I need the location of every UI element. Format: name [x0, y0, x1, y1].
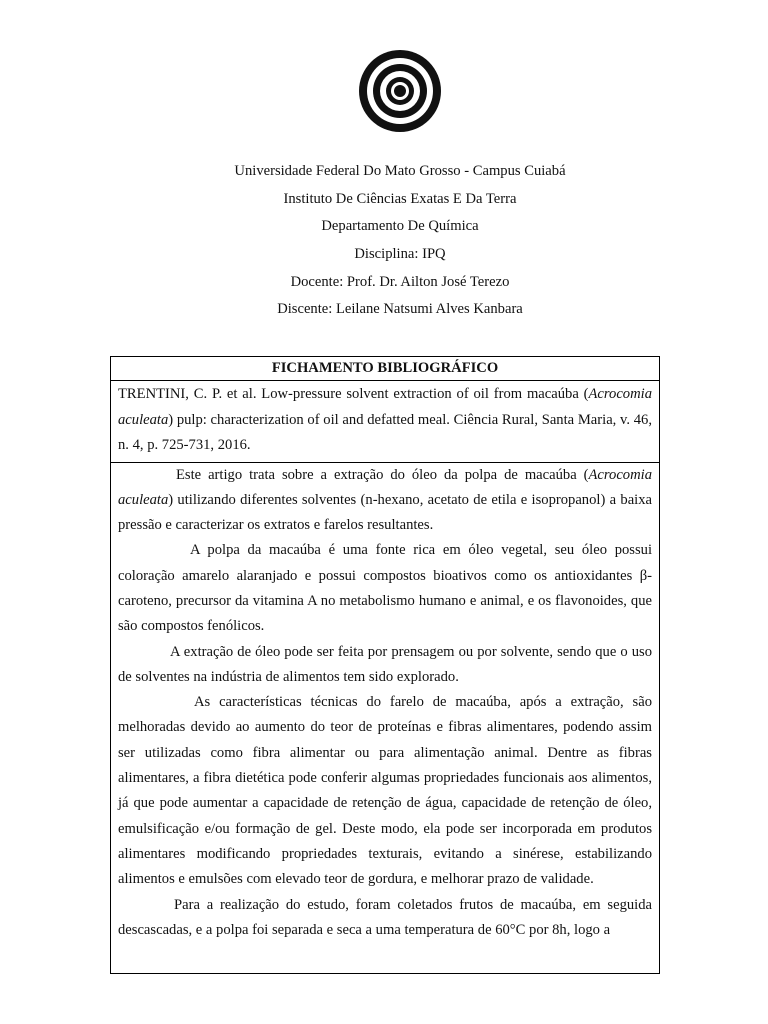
document-header: [0, 160, 768, 326]
university-name: Universidade Federal Do Mato Grosso - Campus Cuiabá: [234, 163, 566, 179]
discipline: Disciplina: IPQ: [354, 246, 446, 263]
bibliographic-sheet-table: [110, 356, 660, 974]
paragraph-4: As características técnicas do farelo de macaúba, após a extração, são melhoradas devido ao aumento do teor de proteínas e fibras alimentares, podendo assim ser utilizadas como fibra alimentar ou para alimentação animal. Dentre as fibras alimentares, a fibra dietética pode conferir algumas propriedades funcionais aos alimentos, já que pode aumentar a capacidade de retenção de água, capacidade de retenção de óleo, emulsificação e/ou formação de gel. Deste modo, ela pode ser incorporada em produtos alimentares modificando propriedades texturais, evitando a sinérese, estabilizando alimentos e emulsões com elevado teor de gordura, e melhorar prazo de validade.: [118, 694, 652, 888]
paragraph-1-species: Acrocomia aculeata: [118, 466, 652, 508]
summary-cell: [111, 463, 659, 973]
reference-cell: [111, 381, 659, 463]
student: Discente: Leilane Natsumi Alves Kanbara: [277, 301, 523, 318]
reference-text: TRENTINI, C. P. et al. Low-pressure solvent extraction of oil from macaúba (: [118, 386, 589, 402]
institute-name: Instituto De Ciências Exatas E Da Terra: [283, 190, 517, 207]
reference-text-cont: ) pulp: characterization of oil and defatted meal. Ciência Rural, Santa Maria, v. 46, n. 4, p. 725-731, 2016.: [118, 411, 652, 453]
paragraph-1: [118, 463, 652, 539]
professor: Docente: Prof. Dr. Ailton José Terezo: [290, 273, 510, 290]
department-name: Departamento De Química: [321, 218, 479, 235]
paragraph-2: A polpa da macaúba é uma fonte rica em óleo vegetal, seu óleo possui coloração amarelo alaranjado e possui compostos bioativos como os antioxidantes β-caroteno, precursor da vitamina A no metabolismo humano e animal, e os flavonoides, que são compostos fenólicos.: [118, 542, 652, 635]
paragraph-1-text-cont: ) utilizando diferentes solventes (n-hexano, acetato de etila e isopropanol) a baixa pressão e caracterizar os extratos e farelos resultantes.: [118, 491, 652, 534]
university-seal-icon: [358, 49, 442, 133]
paragraph-5: Para a realização do estudo, foram coletados frutos de macaúba, em seguida descascadas, e a polpa foi separada e seca a uma temperatura de 60°C por 8h, logo a: [118, 896, 652, 938]
paragraph-3: A extração de óleo pode ser feita por prensagem ou por solvente, sendo que o uso de solventes na indústria de alimentos tem sido explorado.: [118, 643, 652, 685]
reference-species: Acrocomia aculeata: [118, 386, 652, 428]
paragraph-1-text: Este artigo trata sobre a extração do óleo da polpa de macaúba (: [176, 466, 589, 483]
sheet-title: FICHAMENTO BIBLIOGRÁFICO: [111, 357, 659, 381]
